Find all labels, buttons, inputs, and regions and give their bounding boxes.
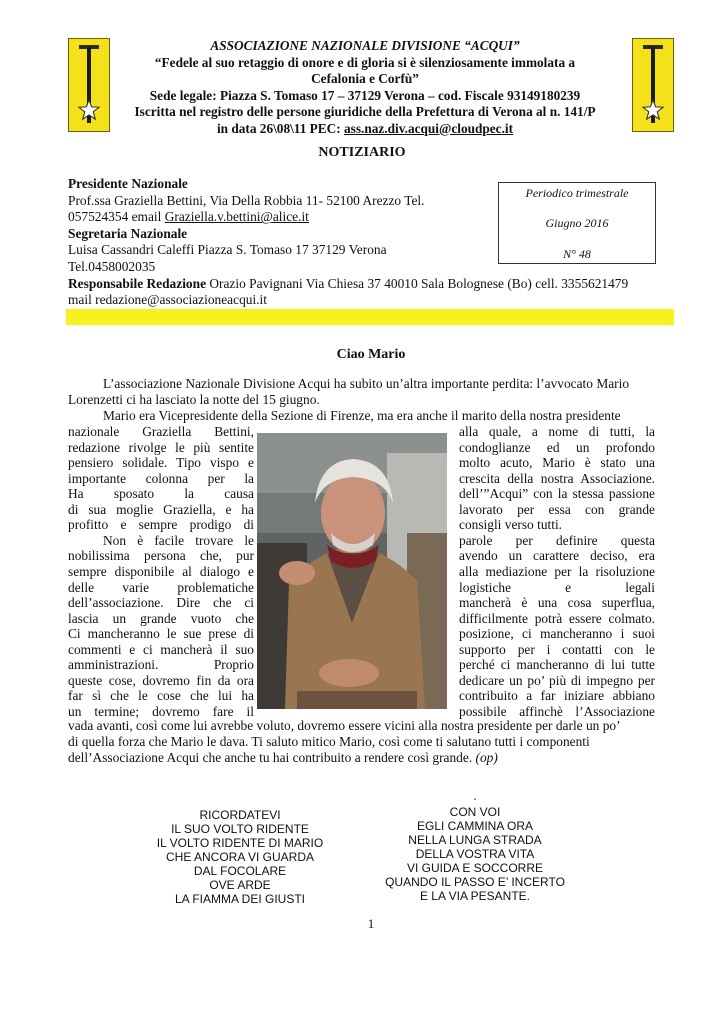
right-col-line: alla quale, a nome di tutti, la [459,424,655,439]
president-email-link[interactable]: Graziella.v.bettini@alice.it [164,209,309,225]
article-signature: (op) [475,750,498,765]
president-phone-email: 057524354 email Graziella.v.bettini@alice.it [68,209,309,225]
editor-label: Responsabile Redazione [68,275,207,291]
right-col-line: parole per definire questa [459,532,655,548]
article-p2-line1: Mario era Vicepresidente della Sezione di Firenze, ma era anche il marito della nostra presidente [103,408,621,423]
left-col-line: delle varie problematiche [68,579,254,595]
letterhead [100,38,630,137]
right-col-line: condoglianze ed un profondo [459,439,655,455]
left-col-line: Non è facile trovare le [103,532,254,548]
registered-office: Sede legale: Piazza S. Tomaso 17 – 37129 Verona – cod. Fiscale 93149180239 [149,87,581,103]
registry-info: Iscritta nel registro delle persone giuridiche della Prefettura di Verona al n. 141/P [134,104,596,119]
left-col-line: pensiero solidale. Tipo vispo e [68,455,254,471]
motto-line-1: “Fedele al suo retaggio di onore e di gloria si è silenziosamente immolata a [154,54,576,70]
left-col-line: un termine; dovremo fare il [68,703,254,719]
left-col-line: nazionale Graziella Bettini, [68,424,254,439]
poem-right-line: CON VOI [449,805,501,819]
poem-left-line: IL VOLTO RIDENTE DI MARIO [156,836,324,850]
president-label: Presidente Nazionale [68,176,188,191]
left-col-line: dell’associazione. Dire che ci [68,595,254,611]
poem-left-line: LA FIAMMA DEI GIUSTI [174,892,306,906]
article-p1-line2: Lorenzetti ci ha lasciato la notte del 15 giugno. [68,392,320,407]
left-col-line: di sua moglie Graziella, e ha [68,501,254,517]
poem-right-line: DELLA VOSTRA VITA [415,847,535,861]
page-number: 1 [367,916,375,931]
right-col-line: difficilmente potrà essere colmato. [459,610,655,626]
left-col-line: queste cose, dovremo fin da ora [68,672,254,688]
periodical-type: Periodico trimestrale [525,186,629,200]
right-col-line: dedicare un po’ più di impegno per [459,672,655,688]
association-name: ASSOCIAZIONE NAZIONALE DIVISIONE “ACQUI” [210,38,520,53]
left-col-line: Ci mancheranno le sue prese di [68,626,254,642]
registry-date-pec: in data 26\08\11 PEC: ass.naz.div.acqui@cloudpec.it [216,120,514,136]
poem-left [140,808,340,906]
periodical-number: N° 48 [563,247,591,261]
right-col-line: mancherà è una cosa superflua, [459,595,655,611]
poem-right-line: QUANDO IL PASSO E’ INCERTO [385,875,565,889]
star-icon [642,99,664,121]
portrait-photo [257,433,447,709]
poem-right-line: NELLA LUNGA STRADA [408,833,542,847]
right-col-line: contribuito a far iniziare abbiano [459,688,655,704]
left-col-line: commenti e ci mancherà il suo [68,641,254,657]
right-col-line: molto acuto, Mario è stato una [459,455,655,471]
left-col-line: redazione rivolge le più sentite [68,439,254,455]
right-col-line: alla mediazione per la risoluzione [459,563,655,579]
portrait-illustration [257,433,447,709]
secretary-label: Segretaria Nazionale [68,225,188,241]
right-col-line: avendo un carattere deciso, era [459,548,655,564]
right-col-line: possibile affinchè l’Associazione [459,703,655,719]
poem-left-line: CHE ANCORA VI GUARDA [165,850,315,864]
right-col-line: consigli verso tutti. [459,517,563,533]
poem-right-line: VI GUIDA E SOCCORRE [406,861,544,875]
right-col-line: supporto per i contatti con le [459,641,655,657]
poem-left-line: DAL FOCOLARE [193,864,287,878]
poem-right-dot: . [473,789,477,803]
poem-left-line: RICORDATEVI [199,808,281,822]
poem-left-line: OVE ARDE [209,878,271,892]
secretary-address: Luisa Cassandri Caleffi Piazza S. Tomaso 17 37129 Verona [68,242,387,258]
left-col-line: Ha sposato la causa [68,486,254,502]
article-end-line3: dell’Associazione Acqui che anche tu hai contribuito a rendere così grande. (op) [68,750,498,765]
left-col-line: importante colonna per la [68,470,254,486]
page-title: NOTIZIARIO [318,145,406,160]
periodical-box [498,182,656,264]
left-col-line: sempre disponibile al dialogo e [68,563,254,579]
poem-right-line: E LA VIA PESANTE. [419,889,531,903]
article-p1-line1: L’associazione Nazionale Divisione Acqui ha subito un’altra importante perdita: l’avvocato Mario [103,376,630,391]
left-col-line: profitto e sempre prodigo di [68,517,254,533]
left-col-line: lascia un grande vuoto che [68,610,254,626]
right-col-line: posizione, ci mancheranno i suoi [459,626,655,642]
poem-right-line: EGLI CAMMINA ORA [416,819,534,833]
president-address: Prof.ssa Graziella Bettini, Via Della Robbia 11- 52100 Arezzo Tel. [68,192,425,208]
editor-line: Responsabile Redazione Orazio Pavignani Via Chiesa 37 40010 Sala Bolognese (Bo) cell. 3355621479 [68,275,629,291]
article-title: Ciao Mario [336,347,406,362]
poem-left-line: IL SUO VOLTO RIDENTE [171,822,309,836]
left-col-line: far sì che le cose che lui ha [68,688,254,704]
article-end-line2: di quella forza che Mario le dava. Ti saluto mitico Mario, così come ti salutano tutti i componenti [68,734,590,749]
right-col-line: perché ci mancheranno di lui tutte [459,657,655,673]
periodical-date: Giugno 2016 [545,216,609,230]
poem-right [375,805,575,903]
pec-link[interactable]: ass.naz.div.acqui@cloudpec.it [344,120,514,136]
right-col-line: dell’”Acqui” con la stessa passione [459,486,655,502]
right-col-line: logistiche e legali [459,579,655,595]
right-col-line: lavorato per essa con grande [459,501,655,517]
article-end-line1: vada avanti, così come lui avrebbe voluto, dovremo essere vicini alla nostra presidente per darle un po’ [68,718,621,733]
secretary-phone: Tel.0458002035 [68,258,156,274]
right-col-line: crescita della nostra Associazione. [459,470,655,486]
editor-mail: mail redazione@associazioneacqui.it [68,292,267,308]
star-icon [78,99,100,121]
left-col-line: nobilissima persona che, pur [68,548,254,564]
motto-line-2: Cefalonia e Corfù” [311,71,419,86]
division-insignia-right [632,38,674,132]
yellow-divider [66,309,674,325]
left-col-line: amministrazioni. Proprio [68,657,254,673]
